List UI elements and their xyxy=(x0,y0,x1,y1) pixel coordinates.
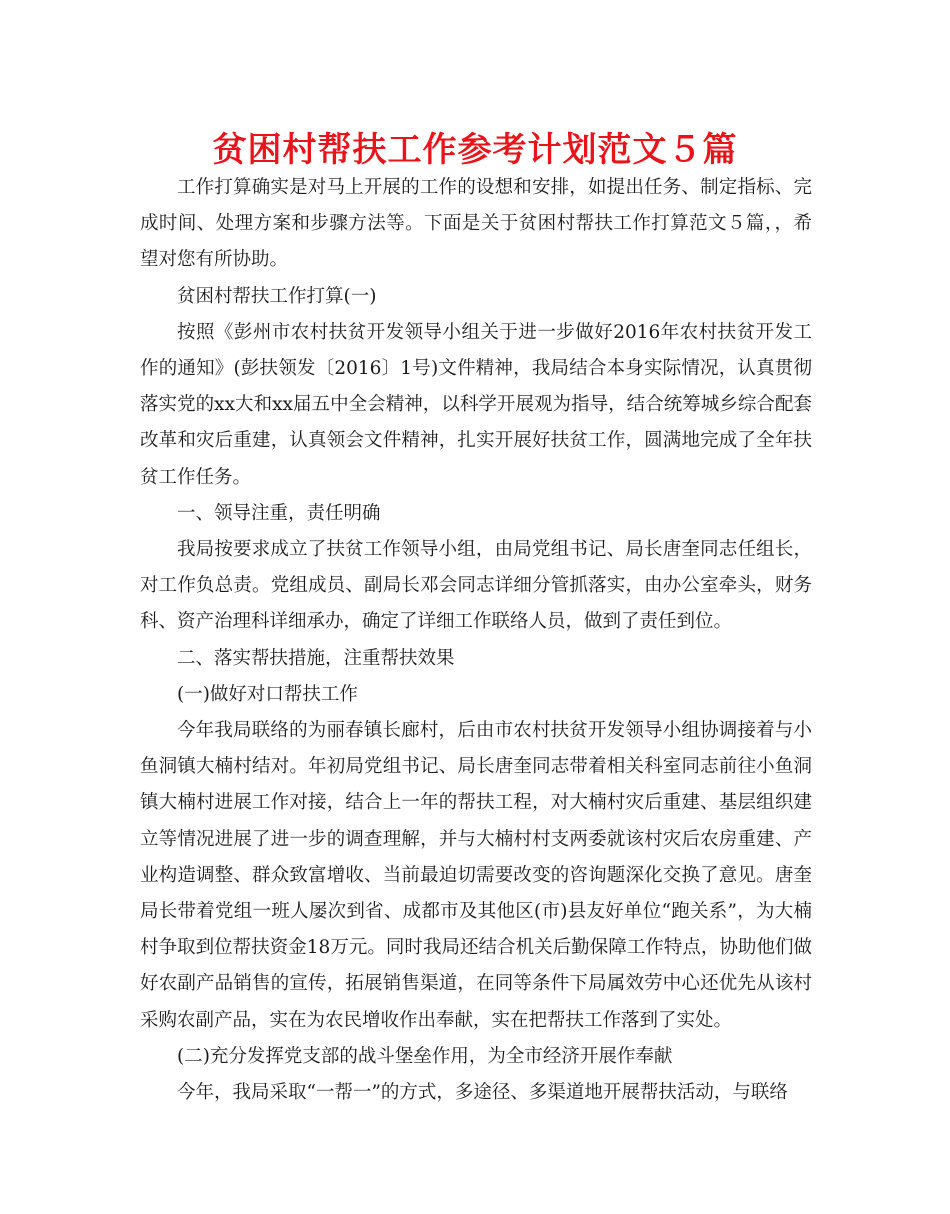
paragraph-heading-plan-1: 贫困村帮扶工作打算(一) xyxy=(177,285,377,307)
paragraph-section-1-body: 我局按要求成立了扶贫工作领导小组，由局党组书记、局长唐奎同志任组长，对工作负总责。党组成员、副局长邓会同志详细分管抓落实，由办公室牵头，财务科、资产治理科详细承办，确定了详细工作联络人员，做到了责任到位。 xyxy=(140,539,812,633)
paragraph-section-1-heading: 一、领导注重，责任明确 xyxy=(177,502,381,524)
paragraph-intro: 工作打算确实是对马上开展的工作的设想和安排，如提出任务、制定指标、完成时间、处理方案和步骤方法等。下面是关于贫困村帮扶工作打算范文５篇，，希望对您有所协助。 xyxy=(140,177,812,271)
paragraph-section-2-heading: 二、落实帮扶措施，注重帮扶效果 xyxy=(177,647,455,669)
document-title: 贫困村帮扶工作参考计划范文５篇 xyxy=(212,130,738,170)
paragraph-subsection-1-body: 今年我局联络的为丽春镇长廊村，后由市农村扶贫开发领导小组协调接着与小鱼洞镇大楠村结对。年初局党组书记、局长唐奎同志带着相关科室同志前往小鱼洞镇大楠村进展工作对接，结合上一年的帮扶工程，对大楠村灾后重建、基层组织建立等情况进展了进一步的调查理解，并与大楠村村支两委就该村灾后农房重建、产业构造调整、群众致富增收、当前最迫切需要改变的咨询题深化交换了意见。唐奎局长带着党组一班人屡次到省、成都市及其他区(市)县友好单位“跑关系”，为大楠村争取到位帮扶资金18万元。同时我局还结合机关后勤保障工作特点，协助他们做好农副产品销售的宣传，拓展销售渠道，在同等条件下局属效劳中心还优先从该村采购农副产品，实在为农民增收作出奉献，实在把帮扶工作落到了实处。 xyxy=(140,720,812,1031)
paragraph-subsection-1-heading: (一)做好对口帮扶工作 xyxy=(177,683,358,705)
paragraph-notice: 按照《彭州市农村扶贫开发领导小组关于进一步做好2016年农村扶贫开发工作的通知》(彭扶领发〔2016〕1号)文件精神，我局结合本身实际情况，认真贯彻落实党的xx大和xx届五中全会精神，以科学开展观为指导，结合统筹城乡综合配套改革和灾后重建，认真领会文件精神，扎实开展好扶贫工作，圆满地完成了全年扶贫工作任务。 xyxy=(140,321,812,488)
paragraph-subsection-2-body: 今年，我局采取“一帮一”的方式，多途径、多渠道地开展帮扶活动，与联络 xyxy=(177,1082,788,1104)
paragraph-subsection-2-heading: (二)充分发挥党支部的战斗堡垒作用，为全市经济开展作奉献 xyxy=(177,1045,673,1067)
document-body xyxy=(140,170,812,1111)
